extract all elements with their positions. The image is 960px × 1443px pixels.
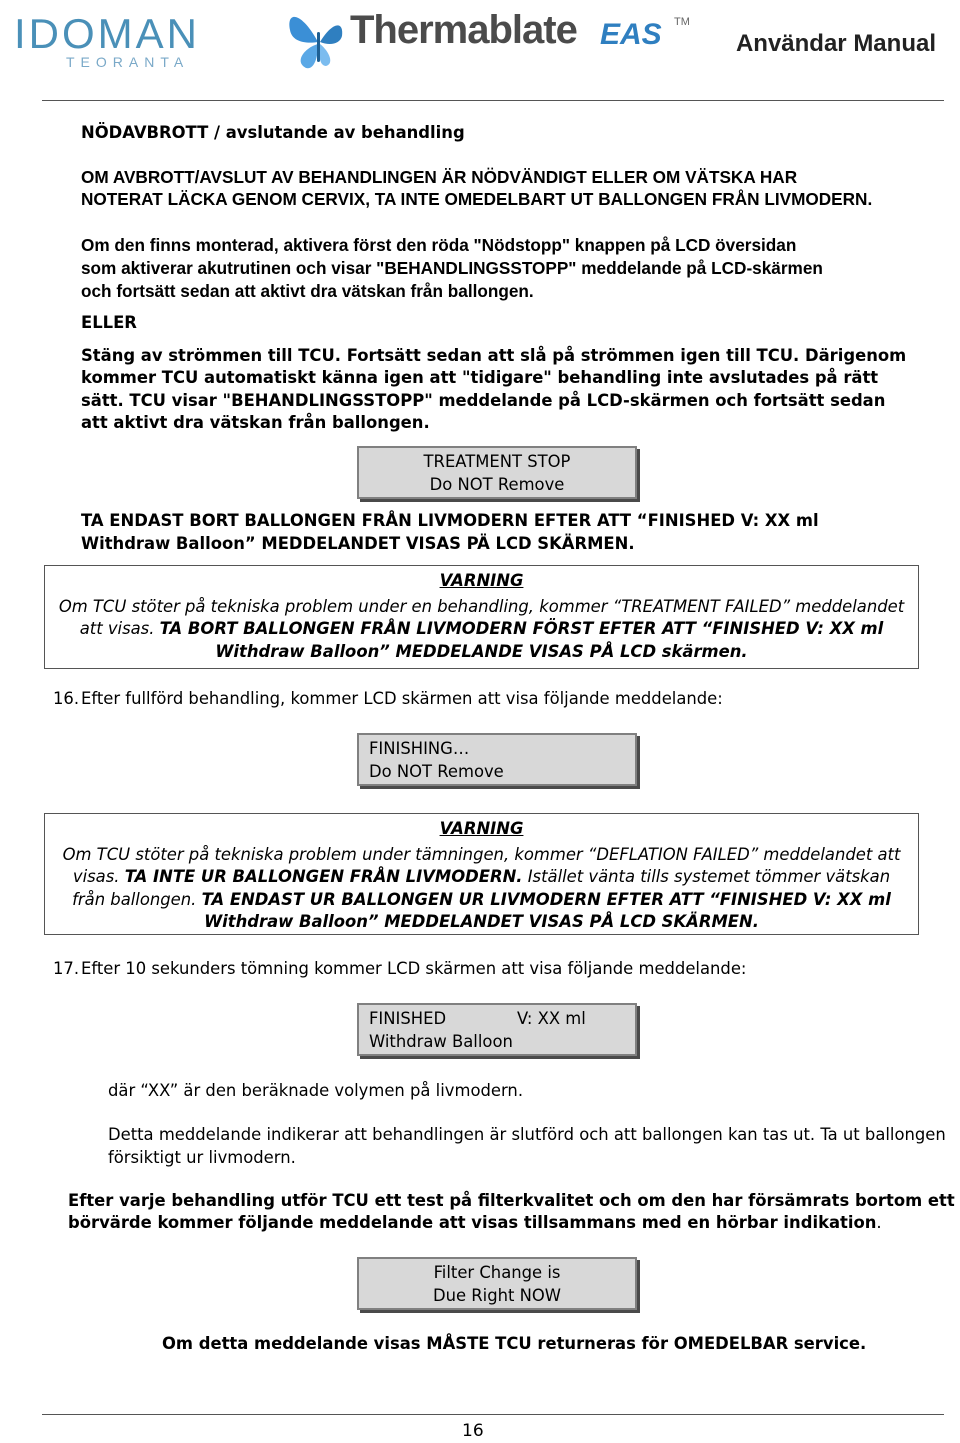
idoman-logo-subtext: TEORANTA [66,54,190,70]
filter-period: . [876,1213,882,1232]
warning-text: att visas. [79,619,160,638]
remove-line-1: TA ENDAST BORT BALLONGEN FRÅN LIVMODERN EFTER ATT “FINISHED V: XX ml [81,511,819,530]
lcd-line-2: Do NOT Remove [369,761,504,781]
power-line-4: att aktivt dra vätskan från ballongen. [81,413,430,432]
header-divider [42,100,944,101]
section-title: NÖDAVBROTT / avslutande av behandling [81,123,465,142]
stop-line-3: och fortsätt sedan att aktivt dra vätskan från ballongen. [81,281,534,301]
stop-line-2: som aktiverar akutrutinen och visar "BEHANDLINGSSTOPP" meddelande på LCD-skärmen [81,258,823,278]
service-line: Om detta meddelande visas MÅSTE TCU returneras för OMEDELBAR service. [162,1334,867,1353]
warning-heading: VARNING [439,571,524,590]
filter-line-2-text: börvärde kommer följande meddelande att visas tillsammans med en hörbar indikation [68,1213,877,1232]
power-line-2: kommer TCU automatiskt känna igen att "tidigare" behandling inte avslutades på rätt [81,368,879,387]
trademark-mark: TM [674,16,690,28]
lcd-status: FINISHED [369,1009,447,1028]
step-number: 16. [53,689,80,708]
warning-line: Withdraw Balloon” MEDDELANDE VISAS PÅ LCD skärmen. [215,641,748,661]
filter-line-2 [68,1212,882,1235]
thermablate-logo [282,2,712,78]
warning-text: Istället vänta tills systemet tömmer vätskan [522,867,891,886]
page-number: 16 [462,1421,484,1441]
step-text: Efter 10 sekunders tömning kommer LCD skärmen att visa följande meddelande: [81,959,747,978]
remove-line-2: Withdraw Balloon” MEDDELANDET VISAS PÄ LCD SKÄRMEN. [81,534,635,553]
power-line-3: sätt. TCU visar "BEHANDLINGSSTOPP" meddelande på LCD-skärmen och fortsätt sedan [81,391,886,410]
lcd-finished [357,1003,637,1056]
warning-line [45,889,918,912]
alert-line-1: OM AVBROTT/AVSLUT AV BEHANDLINGEN ÄR NÖDVÄNDIGT ELLER OM VÄTSKA HAR [81,167,798,187]
lcd-line-1: Filter Change is [433,1263,561,1282]
idoman-logo-text: IDOMAN [14,10,200,57]
step-text: Efter fullförd behandling, kommer LCD skärmen att visa följande meddelande: [81,689,723,708]
footer-divider [42,1414,944,1415]
eas-wordmark: EAS [600,18,662,51]
alert-line-2: NOTERAT LÄCKA GENOM CERVIX, TA INTE OMEDELBART UT BALLONGEN FRÅN LIVMODERN. [81,189,873,209]
thermablate-wordmark: Thermablate [350,8,577,52]
step-16 [53,688,723,711]
warning-line: Withdraw Balloon” MEDDELANDET VISAS PÅ LCD SKÄRMEN. [204,912,759,931]
warning-line [45,618,918,641]
indicates-line-2: försiktigt ur livmodern. [108,1148,296,1167]
warning-line: Om TCU stöter på tekniska problem under tämningen, kommer “DEFLATION FAILED” meddelandet att [62,844,901,864]
lcd-line-2: Do NOT Remove [429,474,565,494]
step-17 [53,958,746,981]
or-label: ELLER [81,313,137,332]
lcd-treatment-stop [357,446,637,499]
warning-line [45,866,918,889]
warning-line: Om TCU stöter på tekniska problem under en behandling, kommer “TREATMENT FAILED” meddelandet [58,596,905,616]
idoman-logo [14,6,214,70]
warning-emphasis: TA BORT BALLONGEN FRÅN LIVMODERN FÖRST EFTER ATT “FINISHED V: XX ml [159,619,884,638]
power-line-1: Stäng av strömmen till TCU. Fortsätt sedan att slå på strömmen igen till TCU. Därigenom [81,346,907,365]
lcd-finishing [357,733,637,786]
warning-emphasis: TA INTE UR BALLONGEN FRÅN LIVMODERN. [124,867,523,886]
step-number: 17. [53,959,80,978]
lcd-line-1: FINISHING… [369,739,470,758]
lcd-line-1: TREATMENT STOP [423,452,571,471]
lcd-line-1 [359,1008,635,1031]
lcd-line-2: Withdraw Balloon [369,1031,513,1051]
document-label: Användar Manual [735,30,936,57]
filter-line-1: Efter varje behandling utför TCU ett test på filterkvalitet och om den har försämrats bortom ett [68,1191,955,1210]
butterfly-icon [282,2,352,74]
warning-text: visas. [72,867,125,886]
warning-heading: VARNING [439,819,524,838]
warning-emphasis: TA ENDAST UR BALLONGEN UR LIVMODERN EFTER ATT “FINISHED V: XX ml [201,889,891,909]
lcd-volume: V: XX ml [517,1009,586,1028]
stop-line-1: Om den finns monterad, aktivera först den röda "Nödstopp" knappen på LCD översidan [81,235,797,255]
indicates-line-1: Detta meddelande indikerar att behandlingen är slutförd och att ballongen kan tas ut. Ta ut ballongen [108,1125,946,1144]
warning-box-2 [44,813,919,935]
warning-box-1 [44,565,919,669]
lcd-filter-change [357,1257,637,1310]
warning-text: från ballongen. [72,889,202,909]
volume-note: där “XX” är den beräknade volymen på livmodern. [108,1081,524,1100]
lcd-line-2: Due Right NOW [432,1285,562,1305]
